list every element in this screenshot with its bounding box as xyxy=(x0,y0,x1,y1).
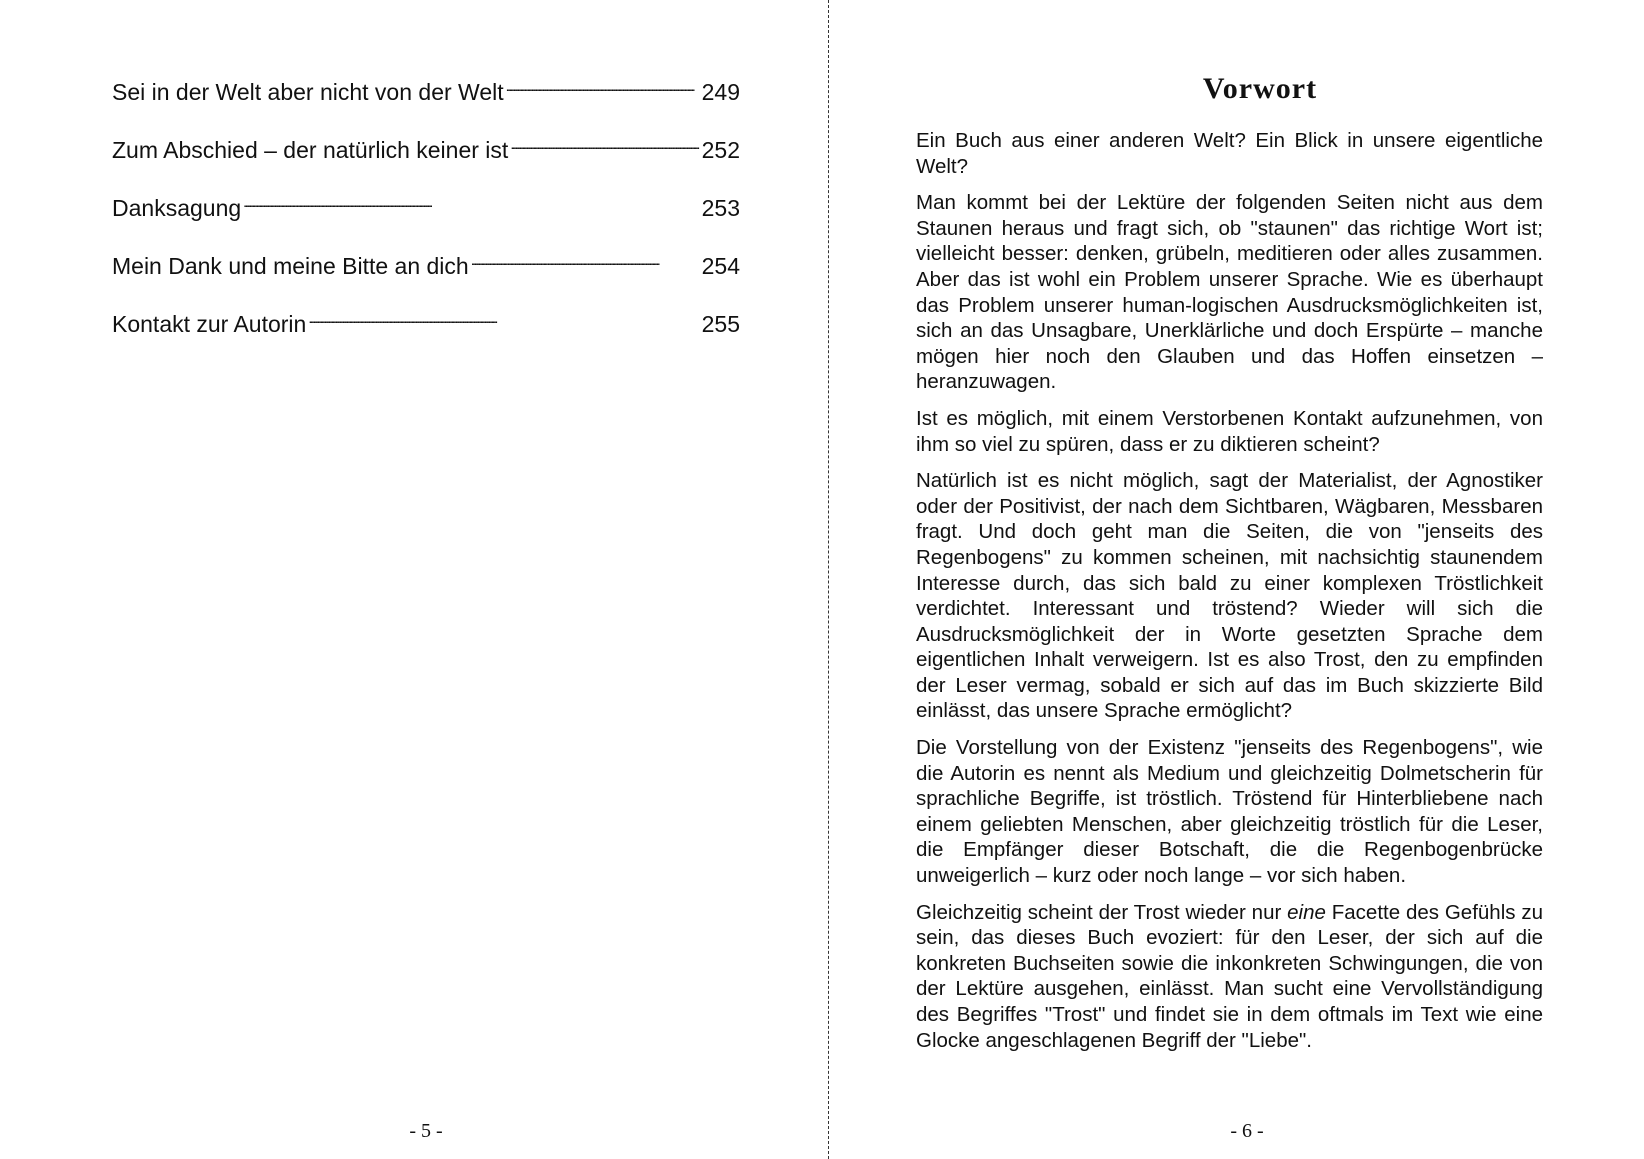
toc-leader-dots xyxy=(506,72,700,100)
toc-entry-page: 255 xyxy=(701,311,740,337)
toc-leader-dots xyxy=(243,188,699,216)
paragraph: Ist es möglich, mit einem Verstorbenen Kontakt aufzunehmen, von ihm so viel zu spüren, dass er zu diktieren scheint? xyxy=(916,406,1543,456)
paragraph xyxy=(916,900,1543,1054)
toc-entry[interactable] xyxy=(112,304,740,338)
paragraph: Natürlich ist es nicht möglich, sagt der Materialist, der Agnostiker oder der Positivist, der nach dem Sichtbaren, Wägbaren, Messbaren fragt. Und doch geht man die Seiten, die von "jenseits des Regenbogens" zu kommen scheinen, mit nachsichtig staunendem Interesse durch, das sich bald zu einer komplexen Tröstlichkeit verdichtet. Interessant und tröstend? Wieder will sich die Ausdrucksmöglichkeit der in Worte gesetzten Sprache dem eigentlichen Inhalt verweigern. Ist es also Trost, den zu empfinden der Leser vermag, sobald er sich auf das im Buch skizzierte Bild einlässt, das unsere Sprache ermöglicht? xyxy=(916,469,1543,723)
paragraph: Man kommt bei der Lektüre der folgenden Seiten nicht aus dem Staunen heraus und fragt sich, ob "staunen" das richtige Wort ist; vielleicht besser: denken, grübeln, meditieren oder alles zusammen. Aber das ist wohl ein Problem unserer Sprache. Wie es überhaupt das Problem unserer human-logischen Ausdrucksmöglichkeiten ist, sich an das Unsagbare, Unerklärliche und doch Erspürte – manche mögen hier noch den Glauben und das Hoffen einsetzen – heranzuwagen. xyxy=(916,191,1543,394)
toc-leader-dots xyxy=(471,246,700,274)
toc-leader-dots xyxy=(308,304,699,332)
toc-entry[interactable] xyxy=(112,72,740,106)
toc-entry-title: Mein Dank und meine Bitte an dich xyxy=(112,253,469,279)
table-of-contents xyxy=(112,72,740,362)
paragraph: Ein Buch aus einer anderen Welt? Ein Blick in unsere eigentliche Welt? xyxy=(916,129,1543,178)
paragraph-text: Gleichzeitig scheint der Trost wieder nur xyxy=(916,900,1288,924)
paragraph: Die Vorstellung von der Existenz "jenseits des Regenbogens", wie die Autorin es nennt als Medium und gleichzeitig Dolmetscherin für sprachliche Begriffe, ist tröstlich. Tröstend für Hinterbliebene nach einem geliebten Menschen, aber gleichzeitig tröstlich für die Leser, die Empfänger dieser Botschaft, die die Regenbogenbrücke unweigerlich – kurz oder noch lange – vor sich haben. xyxy=(916,736,1543,888)
toc-leader-dots xyxy=(510,130,699,158)
toc-entry-page: 252 xyxy=(701,137,740,163)
toc-entry-page: 253 xyxy=(701,195,740,221)
emphasis: eine xyxy=(1287,900,1326,924)
page-number-left: - 5 - xyxy=(409,1120,443,1142)
toc-entry[interactable] xyxy=(112,130,740,164)
page-divider xyxy=(828,0,829,1159)
toc-entry[interactable] xyxy=(112,188,740,222)
toc-entry-title: Danksagung xyxy=(112,195,242,221)
paragraph-text: Facette des Gefühls zu sein, das dieses Buch evoziert: für den Leser, der sich auf die konkreten Buchseiten sowie die inkonkreten Schwingungen, die von der Lektüre ausgehen, einlässt. Man sucht eine Vervollständigung des Begriffes "Trost" und findet sie in dem oftmals im Text wie eine Glocke angeschlagenen Begriff der "Liebe". xyxy=(916,900,1543,1052)
page-number-right: - 6 - xyxy=(1230,1120,1264,1142)
toc-entry-page: 254 xyxy=(701,253,740,279)
toc-entry-title: Sei in der Welt aber nicht von der Welt xyxy=(112,79,504,105)
right-page xyxy=(830,0,1644,1159)
toc-entry-page: 249 xyxy=(701,79,740,105)
toc-entry-title: Zum Abschied – der natürlich keiner ist xyxy=(112,137,509,163)
toc-entry[interactable] xyxy=(112,246,740,280)
toc-entry-title: Kontakt zur Autorin xyxy=(112,311,307,337)
body-text xyxy=(916,128,1543,1064)
chapter-title: Vorwort xyxy=(1202,72,1318,105)
